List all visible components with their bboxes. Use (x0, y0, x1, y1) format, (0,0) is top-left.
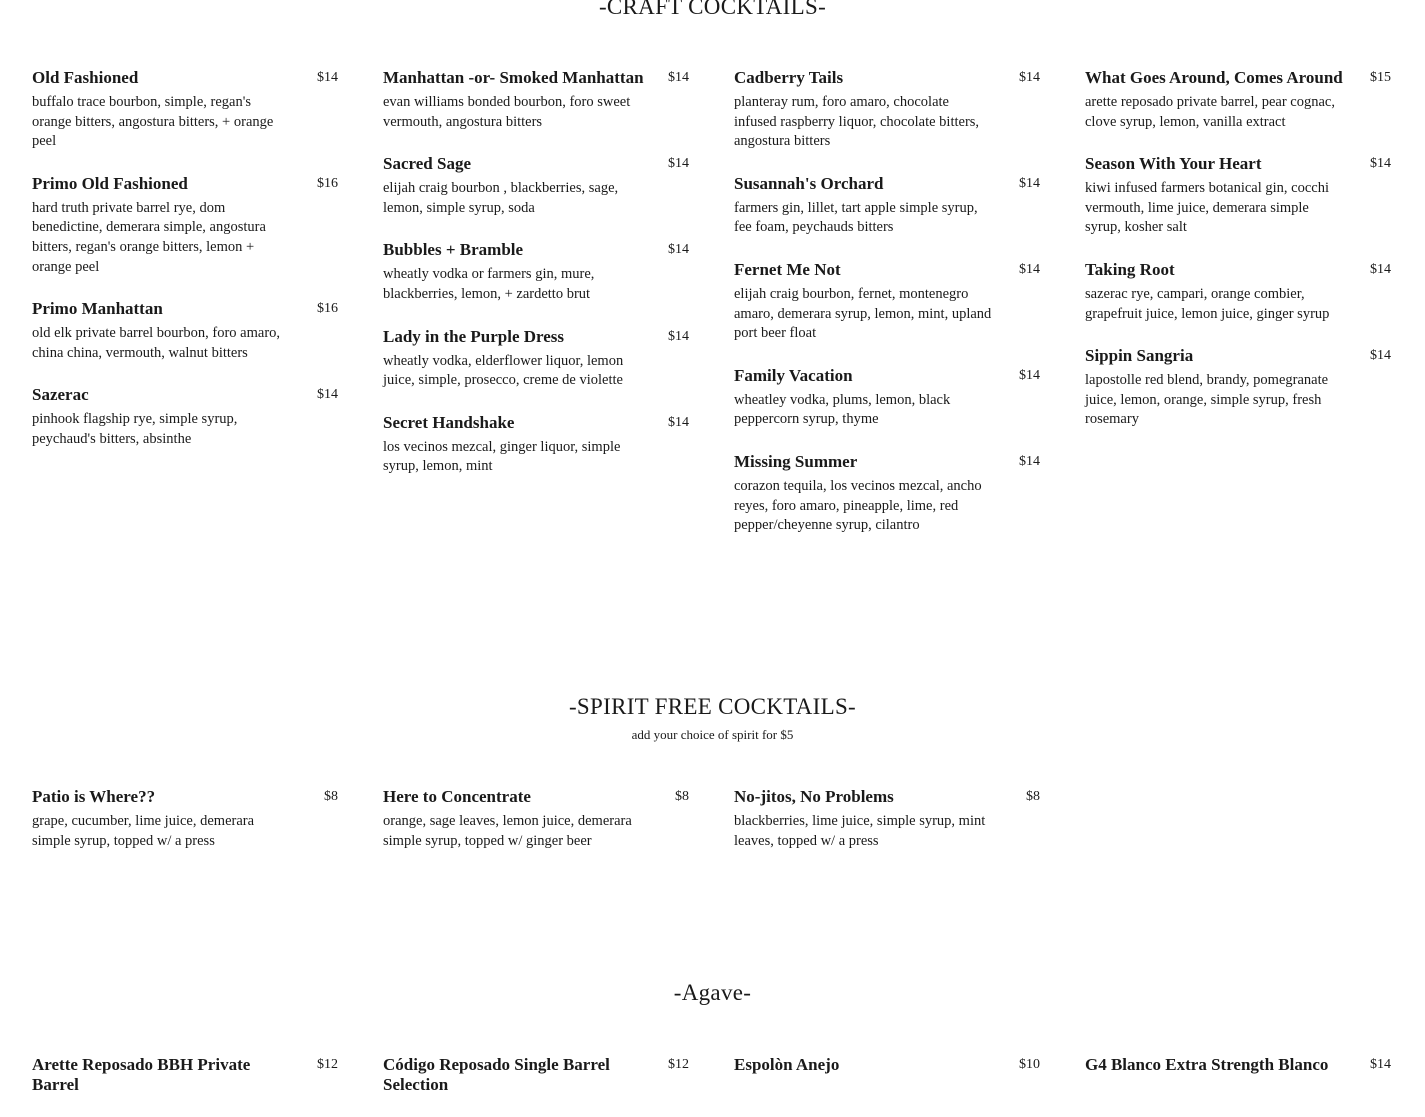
menu-item-price: $14 (1370, 261, 1391, 277)
menu-item-price: $14 (1019, 261, 1040, 277)
menu-item-name: Lady in the Purple Dress (383, 326, 565, 346)
menu-column (1085, 1055, 1391, 1117)
menu-item-header (1085, 260, 1391, 280)
menu-item-header (1085, 154, 1391, 174)
menu-item-name: Primo Old Fashioned (32, 173, 188, 193)
menu-item-description: buffalo trace bourbon, simple, regan's orange bitters, angostura bitters, + orange peel (32, 94, 274, 150)
menu-item-description: pinhook flagship rye, simple syrup, peychaud's bitters, absinthe (32, 411, 238, 447)
spirit-free-heading: -SPIRIT FREE COCKTAILS- (568, 694, 857, 719)
menu-item-header (383, 68, 689, 88)
menu-item-name: Manhattan -or- Smoked Manhattan (383, 68, 644, 87)
menu-item-price: $8 (324, 789, 338, 804)
menu-item-price: $14 (1370, 156, 1391, 172)
menu-item-header (734, 68, 1040, 88)
menu-item-price: $14 (668, 70, 689, 85)
menu-item-price: $14 (1019, 70, 1040, 85)
menu-item-header (734, 1055, 1040, 1075)
spirit-free-subtitle: add your choice of spirit for $5 (631, 727, 794, 742)
menu-item-name: Patio is Where?? (32, 787, 156, 806)
menu-item-header (1085, 68, 1391, 88)
menu-column (383, 1055, 689, 1117)
menu-item-name: Taking Root (1085, 259, 1175, 279)
menu-item-description: lapostolle red blend, brandy, pomegranate juice, lemon, orange, simple syrup, fresh rosemary (1085, 372, 1329, 428)
menu-item (32, 787, 338, 851)
menu-item-name: Sippin Sangria (1085, 346, 1194, 366)
menu-item-description: planteray rum, foro amaro, chocolate infused raspberry liquor, chocolate bitters, angostura bitters (734, 94, 980, 150)
menu-column (383, 787, 689, 873)
menu-item-description: arette reposado private barrel, pear cognac, clove syrup, lemon, vanilla extract (1085, 94, 1335, 130)
menu-column (1085, 787, 1391, 873)
menu-item-price: $16 (317, 175, 338, 191)
menu-item-header (32, 1055, 338, 1095)
menu-item-description: farmers gin, lillet, tart apple simple syrup, fee foam, peychauds bitters (734, 199, 978, 236)
menu-item (1085, 154, 1391, 238)
menu-item-name: Sazerac (32, 385, 89, 405)
menu-item-description: grape, cucumber, lime juice, demerara simple syrup, topped w/ a press (32, 813, 255, 849)
menu-item-description: elijah craig bourbon , blackberries, sage, lemon, simple syrup, soda (383, 180, 619, 216)
menu-item-price: $14 (1019, 453, 1040, 469)
menu-item-price: $14 (1370, 348, 1391, 364)
menu-item-name: Espolòn Anejo (734, 1055, 840, 1074)
menu-item-description: kiwi infused farmers botanical gin, cocchi vermouth, lime juice, demerara simple syrup, kosher salt (1085, 180, 1330, 236)
menu-item-header (1085, 1055, 1391, 1075)
menu-item-name: Sacred Sage (383, 154, 471, 174)
agave-grid (32, 1055, 1392, 1117)
menu-item-name: Season With Your Heart (1085, 154, 1262, 174)
menu-item-name: Código Reposado Single Barrel Selection (383, 1055, 610, 1094)
menu-item-price: $14 (668, 242, 689, 258)
craft-cocktails-grid (32, 68, 1392, 558)
menu-item (383, 240, 689, 304)
menu-item-header (383, 327, 689, 347)
menu-item-header (734, 260, 1040, 280)
menu-item-name: G4 Blanco Extra Strength Blanco (1085, 1055, 1329, 1074)
menu-item-name: Bubbles + Bramble (383, 240, 524, 260)
menu-item (734, 68, 1040, 152)
menu-item (1085, 68, 1391, 132)
menu-column (734, 787, 1040, 873)
menu-item-price: $14 (1019, 175, 1040, 191)
menu-column (383, 68, 689, 558)
menu-column (734, 68, 1040, 558)
menu-item-description: wheatley vodka, plums, lemon, black peppercorn syrup, thyme (734, 391, 951, 428)
menu-item (32, 68, 338, 152)
menu-item-name: Secret Handshake (383, 412, 515, 432)
menu-item-name: Cadberry Tails (734, 68, 844, 87)
menu-item-description: evan williams bonded bourbon, foro sweet vermouth, angostura bitters (383, 94, 631, 130)
menu-item-description: wheatly vodka or farmers gin, mure, blackberries, lemon, + zardetto brut (383, 266, 595, 302)
menu-item-name: Susannah's Orchard (734, 173, 884, 193)
menu-item (734, 787, 1040, 851)
menu-item-name: Missing Summer (734, 451, 858, 471)
menu-column (734, 1055, 1040, 1117)
menu-item-header (734, 366, 1040, 386)
menu-item (383, 413, 689, 477)
menu-column (32, 68, 338, 558)
menu-item-price: $12 (668, 1057, 689, 1072)
menu-item-header (32, 299, 338, 319)
menu-item-price: $14 (668, 328, 689, 344)
menu-item-description: hard truth private barrel rye, dom benedictine, demerara simple, angostura bitters, regan's orange bitters, lemon + orange peel (32, 199, 266, 275)
menu-item-description: elijah craig bourbon, fernet, montenegro amaro, demerara syrup, lemon, mint, upland port beer float (734, 285, 992, 342)
menu-item (32, 174, 338, 277)
menu-item (1085, 1055, 1391, 1075)
menu-item-price: $16 (317, 301, 338, 317)
menu-item (1085, 346, 1391, 430)
menu-item-header (383, 413, 689, 433)
menu-item (1085, 260, 1391, 324)
menu-item-price: $14 (668, 156, 689, 172)
menu-item-price: $14 (317, 70, 338, 85)
menu-item-header (383, 240, 689, 260)
menu-item-price: $12 (317, 1057, 338, 1072)
agave-heading: -Agave- (673, 980, 752, 1005)
menu-item (734, 1055, 1040, 1075)
menu-item-description: blackberries, lime juice, simple syrup, mint leaves, topped w/ a press (734, 813, 986, 849)
menu-item-header (734, 174, 1040, 194)
menu-item-header (734, 452, 1040, 472)
menu-item (734, 174, 1040, 238)
menu-item-header (32, 787, 338, 807)
menu-item (734, 366, 1040, 430)
spirit-free-grid (32, 787, 1392, 873)
menu-item-name: Primo Manhattan (32, 299, 163, 319)
menu-item-price: $10 (1019, 1057, 1040, 1072)
menu-item (32, 1055, 338, 1095)
menu-item-header (32, 174, 338, 194)
menu-item-price: $14 (317, 387, 338, 403)
menu-item-name: Old Fashioned (32, 68, 139, 87)
menu-item-description: wheatly vodka, elderflower liquor, lemon juice, simple, prosecco, creme de violette (383, 352, 624, 389)
menu-item-price: $8 (1026, 789, 1040, 804)
menu-column (1085, 68, 1391, 558)
menu-item (383, 68, 689, 132)
menu-item-name: No-jitos, No Problems (734, 787, 894, 806)
menu-item-price: $14 (1370, 1057, 1391, 1072)
menu-item-price: $8 (675, 789, 689, 804)
menu-item-name: Here to Concentrate (383, 787, 531, 806)
menu-item (383, 1055, 689, 1095)
menu-item (383, 787, 689, 851)
menu-item-header (1085, 346, 1391, 366)
menu-item-description: corazon tequila, los vecinos mezcal, ancho reyes, foro amaro, pineapple, lime, red pepper/cheyenne syrup, cilantro (734, 477, 982, 534)
menu-item-header (383, 154, 689, 174)
menu-item-price: $14 (668, 414, 689, 430)
menu-item-price: $15 (1370, 70, 1391, 85)
menu-item-description: orange, sage leaves, lemon juice, demerara simple syrup, topped w/ ginger beer (383, 813, 632, 849)
menu-item-name: Fernet Me Not (734, 259, 841, 279)
menu-item-name: Family Vacation (734, 365, 853, 385)
menu-item (383, 154, 689, 218)
menu-item-header (383, 1055, 689, 1095)
craft-cocktails-heading: -CRAFT COCKTAILS- (598, 0, 827, 19)
menu-item (734, 260, 1040, 344)
menu-item-price: $14 (1019, 367, 1040, 383)
menu-item-name: What Goes Around, Comes Around (1085, 68, 1343, 87)
menu-item-header (734, 787, 1040, 807)
menu-item (32, 385, 338, 449)
menu-item (734, 452, 1040, 536)
menu-item-name: Arette Reposado BBH Private Barrel (32, 1055, 251, 1094)
menu-item-description: sazerac rye, campari, orange combier, grapefruit juice, lemon juice, ginger syrup (1085, 285, 1330, 322)
menu-item-description: old elk private barrel bourbon, foro amaro, china china, vermouth, walnut bitters (32, 325, 281, 361)
menu-item-header (32, 385, 338, 405)
menu-item (383, 327, 689, 391)
menu-item-description: los vecinos mezcal, ginger liquor, simple syrup, lemon, mint (383, 438, 621, 475)
menu-item-header (383, 787, 689, 807)
menu-column (32, 787, 338, 873)
menu-item-header (32, 68, 338, 88)
menu-item (32, 299, 338, 363)
menu-column (32, 1055, 338, 1117)
